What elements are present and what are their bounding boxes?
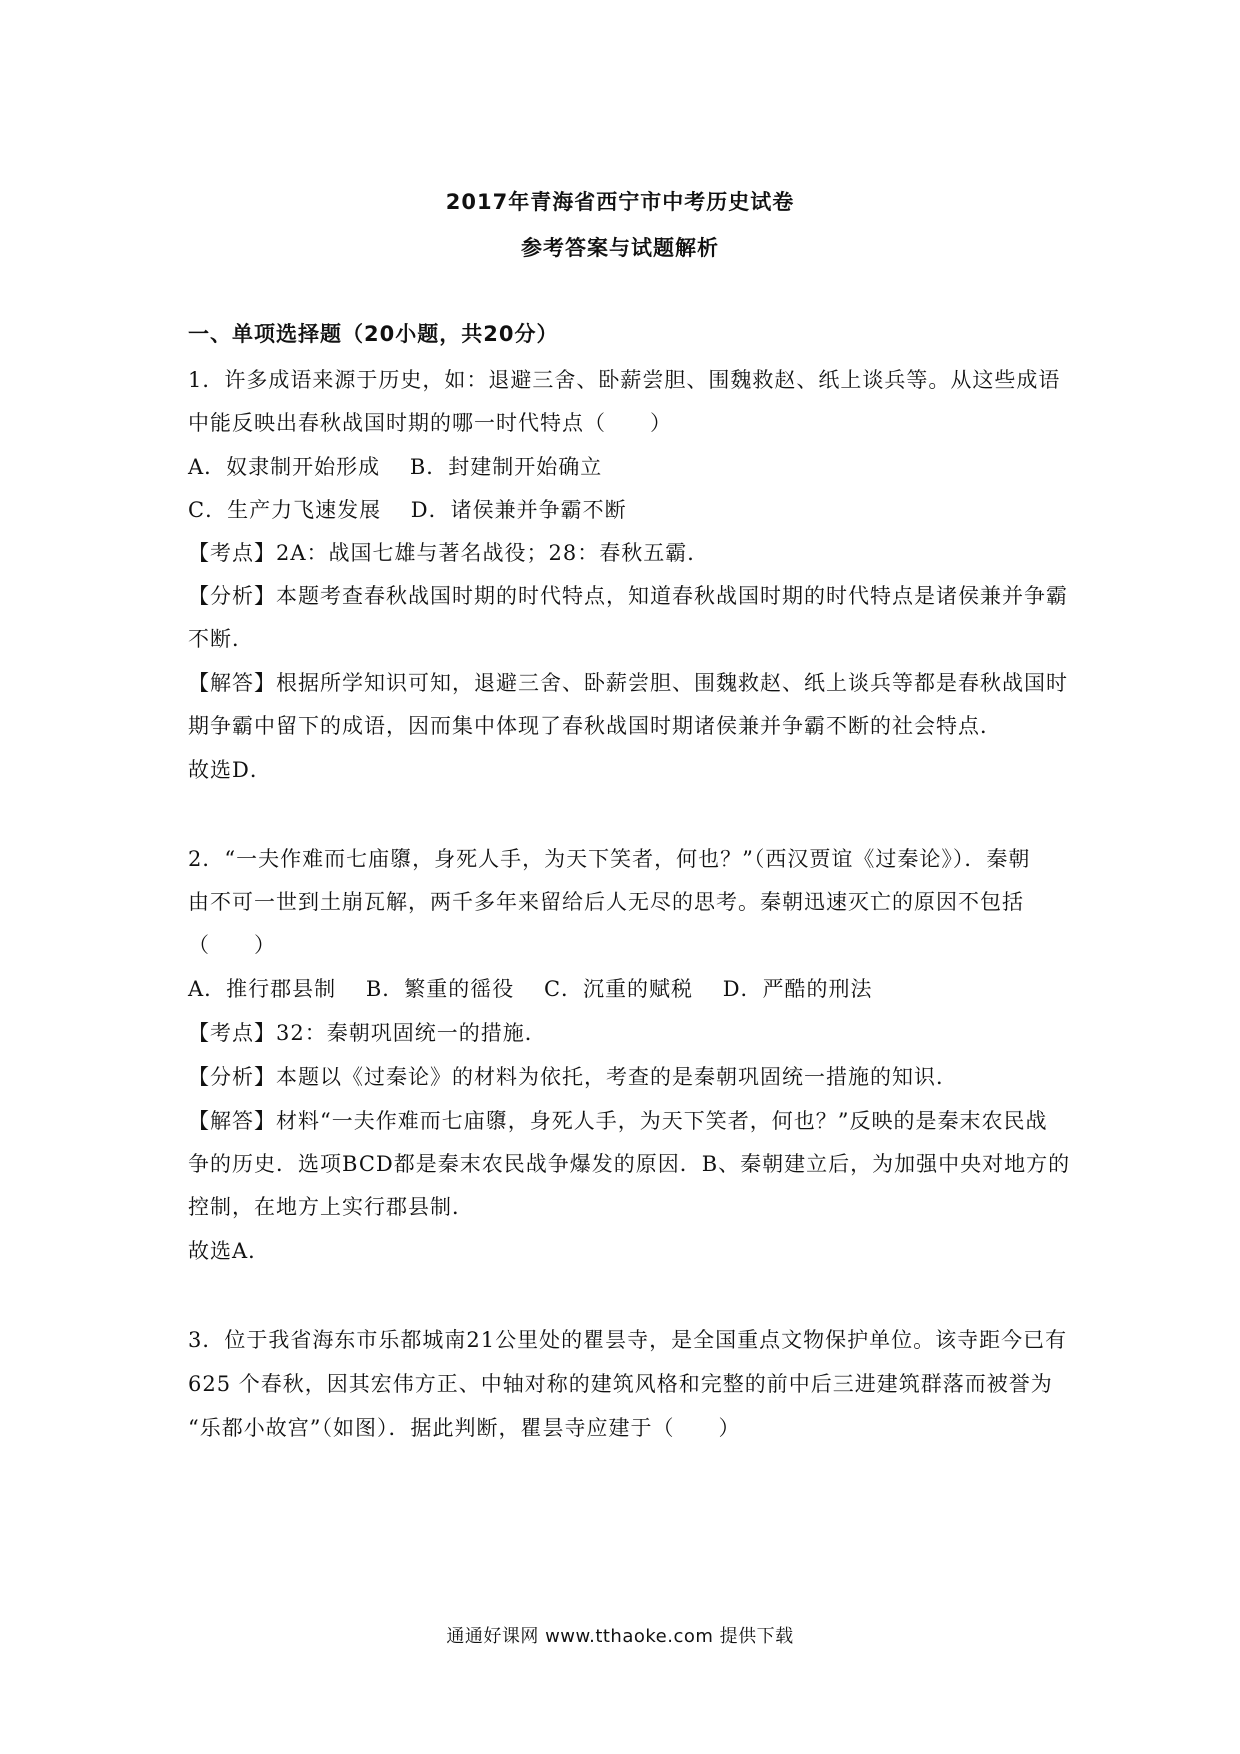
- q1-stem-line-1: 1．许多成语来源于历史，如：退避三舍、卧薪尝胆、围魏救赵、纸上谈兵等。从这些成语: [188, 368, 1061, 392]
- q2-jieda-line-1: 【解答】材料“一夫作难而七庙隳，身死人手，为天下笑者，何也？”反映的是秦末农民战: [188, 1109, 1048, 1133]
- q2-options-line-1: A．推行郡县制 B．繁重的徭役 C．沉重的赋税 D．严酷的刑法: [188, 977, 873, 1001]
- q1-options-line-1: A．奴隶制开始形成 B．封建制开始确立: [188, 455, 603, 479]
- q3-stem-line-2: 625 个春秋，因其宏伟方正、中轴对称的建筑风格和完整的前中后三进建筑群落而被誉为: [188, 1372, 1053, 1396]
- q2-jieda-line-3: 控制，在地方上实行郡县制．: [188, 1195, 474, 1219]
- q1-kaodian: 【考点】2A：战国七雄与著名战役；28：春秋五霸．: [188, 541, 710, 565]
- q3-stem-line-1: 3．位于我省海东市乐都城南21公里处的瞿昙寺，是全国重点文物保护单位。该寺距今已有: [188, 1328, 1068, 1352]
- q1-stem-line-2: 中能反映出春秋战国时期的哪一时代特点（ ）: [188, 411, 672, 435]
- q1-answer: 故选D．: [188, 758, 272, 782]
- document-title: 2017年青海省西宁市中考历史试卷: [445, 190, 795, 214]
- q1-jieda-line-2: 期争霸中留下的成语，因而集中体现了春秋战国时期诸侯兼并争霸不断的社会特点．: [188, 714, 1002, 738]
- q1-fenxi-line-2: 不断．: [188, 627, 254, 651]
- q2-answer: 故选A．: [188, 1239, 271, 1263]
- q2-stem-line-1: 2．“一夫作难而七庙隳，身死人手，为天下笑者，何也？”（西汉贾谊《过秦论》）．秦朝: [188, 847, 1031, 871]
- q3-stem-line-3: “乐都小故宫”（如图）．据此判断，瞿昙寺应建于（ ）: [188, 1416, 741, 1440]
- q1-jieda-line-1: 【解答】根据所学知识可知，退避三舍、卧薪尝胆、围魏救赵、纸上谈兵等都是春秋战国时: [188, 671, 1068, 695]
- q2-kaodian: 【考点】32：秦朝巩固统一的措施．: [188, 1021, 547, 1045]
- q1-options-line-2: C．生产力飞速发展 D．诸侯兼并争霸不断: [188, 498, 627, 522]
- document-subtitle: 参考答案与试题解析: [521, 236, 719, 260]
- q2-jieda-line-2: 争的历史．选项BCD都是秦末农民战争爆发的原因．B、秦朝建立后，为加强中央对地方的: [188, 1152, 1071, 1176]
- q2-stem-line-3: （ ）: [188, 933, 276, 957]
- page-footer: 通通好课网 www.tthaoke.com 提供下载: [446, 1626, 794, 1647]
- section-heading: 一、单项选择题（20小题，共20分）: [188, 322, 559, 346]
- q2-fenxi-line-1: 【分析】本题以《过秦论》的材料为依托，考查的是秦朝巩固统一措施的知识．: [188, 1065, 958, 1089]
- q1-fenxi-line-1: 【分析】本题考查春秋战国时期的时代特点，知道春秋战国时期的时代特点是诸侯兼并争霸: [188, 584, 1068, 608]
- q2-stem-line-2: 由不可一世到土崩瓦解，两千多年来留给后人无尽的思考。秦朝迅速灭亡的原因不包括: [188, 890, 1024, 914]
